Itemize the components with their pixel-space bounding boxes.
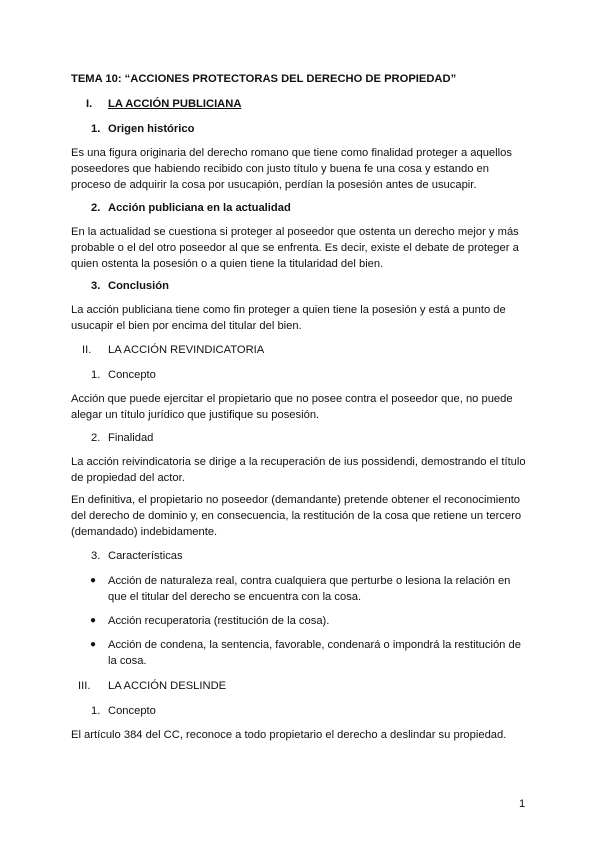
section-1-paragraph-3: La acción publiciana tiene como fin proteger a quien tiene la posesión y está a punto de usucapir el bien por encima del titular del bien.: [71, 304, 506, 332]
section-1-sub-2-number: 2.: [91, 202, 101, 214]
list-item: Acción recuperatoria (restitución de la cosa).: [108, 615, 330, 627]
section-2-sub-2-heading: Finalidad: [108, 432, 154, 444]
list-item: Acción de naturaleza real, contra cualquiera que perturbe o lesiona la relación en que el titular del derecho se encuentra con la cosa.: [108, 575, 511, 603]
bullet-icon: ●: [90, 615, 97, 626]
section-3-paragraph-1: El artículo 384 del CC, reconoce a todo propietario el derecho a deslindar su propiedad.: [71, 729, 507, 741]
section-2-sub-1-number: 1.: [91, 369, 101, 381]
page-number: 1: [519, 798, 526, 810]
document-title: TEMA 10: “ACCIONES PROTECTORAS DEL DERECHO DE PROPIEDAD”: [71, 73, 457, 85]
section-1-sub-2-heading: Acción publiciana en la actualidad: [108, 202, 291, 214]
section-2-sub-3-heading: Características: [108, 550, 183, 562]
list-item: Acción de condena, la sentencia, favorable, condenará o impondrá la restitución de la cosa.: [108, 639, 521, 667]
section-3-sub-1-number: 1.: [91, 705, 101, 717]
section-2-heading: LA ACCIÓN REVINDICATORIA: [108, 344, 265, 356]
section-3-sub-1-heading: Concepto: [108, 705, 156, 717]
section-2-paragraph-1: Acción que puede ejercitar el propietario que no posee contra el poseedor que, no puede alegar un título jurídico que justifique su posesión.: [71, 393, 513, 421]
section-1-numeral: I.: [86, 98, 93, 110]
section-1-sub-1-heading: Origen histórico: [108, 123, 195, 135]
section-1-heading: LA ACCIÓN PUBLICIANA: [108, 98, 242, 110]
section-2-paragraph-2: La acción reivindicatoria se dirige a la recuperación de ius possidendi, demostrando el título de propiedad del actor.: [71, 456, 526, 484]
section-3-numeral: III.: [78, 680, 91, 692]
section-3-heading: LA ACCIÓN DESLINDE: [108, 680, 227, 692]
section-1-paragraph-2: En la actualidad se cuestiona si proteger al poseedor que ostenta un derecho mejor y más probable o el del otro poseedor al que se enfrenta. Es decir, existe el debate de proteger a quien ostenta la posesión o a quien tiene la titularidad del bien.: [71, 226, 519, 270]
section-1-sub-3-number: 3.: [91, 280, 101, 292]
section-2-sub-1-heading: Concepto: [108, 369, 156, 381]
section-1-sub-3-heading: Conclusión: [108, 280, 169, 292]
section-1-sub-1-number: 1.: [91, 123, 101, 135]
section-2-paragraph-3: En definitiva, el propietario no poseedor (demandante) pretende obtener el reconocimiento del derecho de dominio y, en consecuencia, la restitución de la cosa que retiene un tercero (demandado) indebidamente.: [71, 494, 522, 538]
section-2-numeral: II.: [82, 344, 92, 356]
bullet-icon: ●: [90, 639, 97, 650]
bullet-icon: ●: [90, 575, 97, 586]
section-2-sub-3-number: 3.: [91, 550, 101, 562]
section-1-paragraph-1: Es una figura originaria del derecho romano que tiene como finalidad proteger a aquellos poseedores que habiendo recibido con justo título y buena fe una cosa y estando en proceso de adquirir la cosa por usucapión, perdían la posesión antes de usucapir.: [71, 147, 512, 191]
section-2-sub-2-number: 2.: [91, 432, 101, 444]
